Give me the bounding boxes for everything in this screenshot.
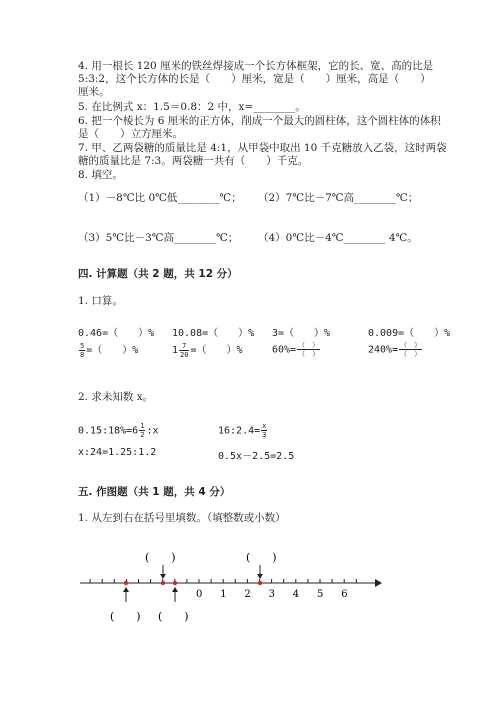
- number-line-tick-label: 2: [244, 589, 251, 600]
- equation-1: 0.15:18%=6 $\frac{1}{2}$ :x: [78, 422, 159, 439]
- q6-line1: 6. 把一个棱长为 6 厘米的正方体，削成一个最大的圆柱体，这个圆柱体的体积: [78, 115, 441, 127]
- q8-item-1: （1）－8℃比 0℃低________℃；: [78, 192, 242, 204]
- number-line-tick-label: 5: [317, 589, 324, 600]
- oral-2: 10.08=（ ）%: [172, 328, 255, 339]
- q4-line3: 厘米。: [78, 86, 110, 98]
- section-5-q1-title: 1. 从左到右在括号里填数。（填整数或小数）: [78, 512, 286, 524]
- number-line-tick-label: 4: [292, 589, 300, 600]
- answer-paren-c: ( ): [158, 610, 189, 623]
- q5-text: 5. 在比例式 x：1.5＝0.8：2 中，x=________。: [78, 101, 306, 113]
- equation-3: x:24=1.25:1.2: [78, 447, 157, 458]
- oral-5: $\frac{5}{8}$ =（ ）%: [80, 341, 139, 359]
- q4-line2: 5:3:2，这个长方体的长是（ ）厘米，宽是（ ）厘米，高是（ ）: [78, 73, 431, 85]
- q8-item-3: （3）5℃比－3℃高________℃；: [78, 232, 239, 244]
- oral-7: 60%= $\frac{( )}{( )}$: [272, 341, 320, 358]
- number-line-figure: [0, 545, 500, 635]
- q8-item-2: （2）7℃比－7℃高________℃；: [258, 192, 419, 204]
- oral-3: 3=（ ）%: [272, 328, 331, 339]
- q7-line2: 糖的质量比是 7:3。两袋糖一共有（ ）千克。: [78, 155, 309, 167]
- fraction-seven-twentieths: $\frac{7}{20}$: [180, 341, 189, 359]
- oral-1: 0.46=（ ）%: [78, 328, 155, 339]
- section-5-heading: 五. 作图题（共 1 题，共 4 分）: [78, 486, 231, 498]
- section-4-q2-title: 2. 求未知数 x。: [78, 391, 154, 403]
- point-d-marker: [258, 581, 262, 585]
- answer-paren-a: ( ): [110, 610, 141, 623]
- arrow-up-c-head: [172, 587, 178, 592]
- fraction-blank: $\frac{( )}{( )}$: [400, 341, 422, 358]
- q8-title: 8. 填空。: [78, 169, 123, 181]
- q4-line1: 4. 用一根长 120 厘米的铁丝焊接成一个长方体框架，它的长、宽、高的比是: [78, 60, 434, 72]
- oral-6: 1 $\frac{7}{20}$ =（ ）%: [172, 341, 243, 359]
- section-4-q1-title: 1. 口算。: [78, 295, 123, 307]
- number-line-arrowhead: [375, 579, 382, 587]
- equation-4: 0.5x－2.5=2.5: [218, 451, 295, 462]
- q7-line1: 7. 甲、乙两袋糖的质量比是 4:1，从甲袋中取出 10 千克糖放入乙袋，这时两袋: [78, 142, 447, 154]
- arrow-down-d-head: [257, 574, 263, 579]
- answer-paren-d: ( ): [246, 551, 277, 564]
- point-b-marker: [161, 581, 165, 585]
- point-a-marker: [124, 581, 128, 585]
- fraction-one-half: $\frac{1}{2}$: [140, 422, 145, 439]
- number-line-tick-label: 6: [341, 589, 348, 600]
- section-4-heading: 四. 计算题（共 2 题，共 12 分）: [78, 268, 238, 280]
- equation-2: 16:2.4= $\frac{x}{3}$: [218, 422, 267, 439]
- fraction-x-thirds: $\frac{x}{3}$: [262, 422, 267, 439]
- point-c-marker: [173, 581, 177, 585]
- oral-8: 240%= $\frac{( )}{( )}$: [368, 341, 422, 358]
- answer-paren-b: ( ): [145, 551, 176, 564]
- fraction-five-eighths: $\frac{5}{8}$: [80, 341, 85, 359]
- arrow-up-a-head: [123, 587, 129, 592]
- arrow-down-b-head: [160, 574, 166, 579]
- number-line-tick-label: 3: [268, 589, 275, 600]
- oral-4: 0.009=（ ）%: [368, 328, 451, 339]
- number-line-tick-label: 1: [220, 589, 227, 600]
- fraction-blank: $\frac{( )}{( )}$: [298, 341, 320, 358]
- number-line-tick-label: 0: [196, 589, 203, 600]
- number-line-ticks: [90, 579, 356, 600]
- q8-item-4: （4）0℃比－4℃________ 4℃。: [258, 232, 418, 244]
- q6-line2: 是（ ）立方厘米。: [78, 128, 183, 140]
